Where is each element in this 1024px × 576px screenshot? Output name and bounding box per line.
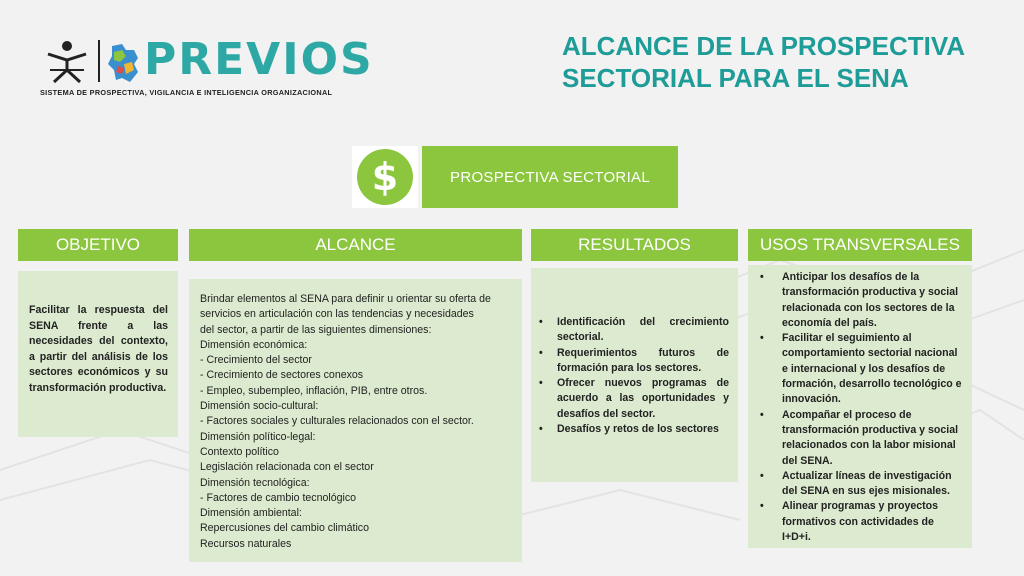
resultado-item-text: Identificación del crecimiento sectorial. — [557, 316, 729, 344]
bullet-icon: • — [539, 346, 543, 359]
header-alcance: ALCANCE — [189, 229, 522, 261]
prospectiva-banner — [352, 146, 678, 208]
resultado-item — [537, 315, 729, 346]
uso-item-text: Facilitar el seguimiento al comportamiento sectorial nacional e internacional y los desafíos de formación, desarrollo tecnológico e innovación. — [782, 332, 962, 406]
resultados-box — [531, 268, 738, 482]
uso-item — [756, 408, 964, 469]
dollar-box — [352, 146, 418, 208]
resultado-item — [537, 346, 729, 377]
banner-label: PROSPECTIVA SECTORIAL — [422, 146, 678, 208]
alcance-line: del sector, a partir de las siguientes dimensiones: — [200, 323, 432, 336]
bullet-icon: • — [539, 423, 543, 436]
header-resultados: RESULTADOS — [531, 229, 738, 261]
title-line-2: SECTORIAL PARA EL SENA — [562, 63, 909, 93]
alcance-line: Dimensión económica: — [200, 338, 308, 351]
previos-wordmark: PREVIOS — [144, 34, 374, 85]
alcance-line: Brindar elementos al SENA para definir u orientar su oferta de — [200, 293, 491, 305]
logo-subtitle: SISTEMA DE PROSPECTIVA, VIGILANCIA E INTELIGENCIA ORGANIZACIONAL — [40, 88, 333, 97]
uso-item-text: Anticipar los desafíos de la transformación productiva y social relacionada con los sectores de la economía del país. — [782, 271, 959, 329]
objetivo-box — [18, 271, 178, 437]
bullet-icon: • — [760, 332, 764, 345]
resultado-item-text: Desafíos y retos de los sectores — [557, 423, 719, 436]
resultado-item-text: Ofrecer nuevos programas de acuerdo a las oportunidades y desafíos del sector. — [557, 377, 729, 420]
usos-list — [756, 270, 964, 545]
title-line-1: ALCANCE DE LA PROSPECTIVA — [562, 31, 966, 61]
previos-logo — [40, 34, 374, 102]
bullet-icon: • — [760, 408, 764, 421]
alcance-line: - Crecimiento del sector — [200, 354, 312, 367]
uso-item — [756, 331, 964, 407]
bullet-icon: • — [760, 271, 764, 283]
resultados-list — [537, 315, 729, 437]
alcance-line: - Factores sociales y culturales relacionados con el sector. — [200, 415, 474, 428]
alcance-line: Repercusiones del cambio climático — [200, 522, 369, 535]
resultado-item — [537, 422, 729, 437]
page-title — [562, 30, 1002, 94]
alcance-line: Dimensión ambiental: — [200, 507, 302, 520]
uso-item-text: Actualizar líneas de investigación del SENA en sus ejes misionales. — [782, 469, 952, 498]
alcance-line: servicios en articulación con las tendencias y necesidades — [200, 308, 474, 321]
bullet-icon: • — [539, 377, 543, 390]
header-usos-transversales: USOS TRANSVERSALES — [748, 229, 972, 261]
alcance-box — [189, 279, 522, 562]
usos-box — [748, 265, 972, 548]
alcance-line: - Empleo, subempleo, inflación, PIB, entre otros. — [200, 384, 428, 397]
uso-item — [756, 270, 964, 331]
resultado-item — [537, 376, 729, 422]
alcance-line: Contexto político — [200, 445, 279, 458]
alcance-line: Dimensión político-legal: — [200, 430, 316, 443]
logo-divider — [98, 40, 100, 82]
bullet-icon: • — [760, 500, 764, 513]
alcance-line: Dimensión tecnológica: — [200, 476, 310, 489]
alcance-line: Legislación relacionada con el sector — [200, 461, 374, 474]
alcance-line: - Crecimiento de sectores conexos — [200, 369, 364, 382]
bullet-icon: • — [539, 316, 543, 328]
bullet-icon: • — [760, 469, 764, 482]
alcance-line: - Factores de cambio tecnológico — [200, 491, 357, 504]
colombia-map-icon — [104, 42, 144, 84]
objetivo-text: Facilitar la respuesta del SENA frente a las necesidades del contexto, a partir del análisis de los sectores económicos y su transformación productiva. — [29, 304, 168, 394]
uso-item — [756, 469, 964, 500]
header-objetivo: OBJETIVO — [18, 229, 178, 261]
alcance-line: Recursos naturales — [200, 537, 292, 550]
dollar-icon: $ — [357, 149, 413, 205]
uso-item-text: Acompañar el proceso de transformación productiva y social relacionados con la labor misional del SENA. — [782, 408, 959, 467]
resultado-item-text: Requerimientos futuros de formación para los sectores. — [557, 346, 729, 374]
uso-item — [756, 499, 964, 545]
uso-item-text: Alinear programas y proyectos formativos con actividades de I+D+i. — [782, 500, 939, 544]
alcance-line: Dimensión socio-cultural: — [200, 400, 319, 413]
sena-logo-icon — [44, 40, 90, 86]
